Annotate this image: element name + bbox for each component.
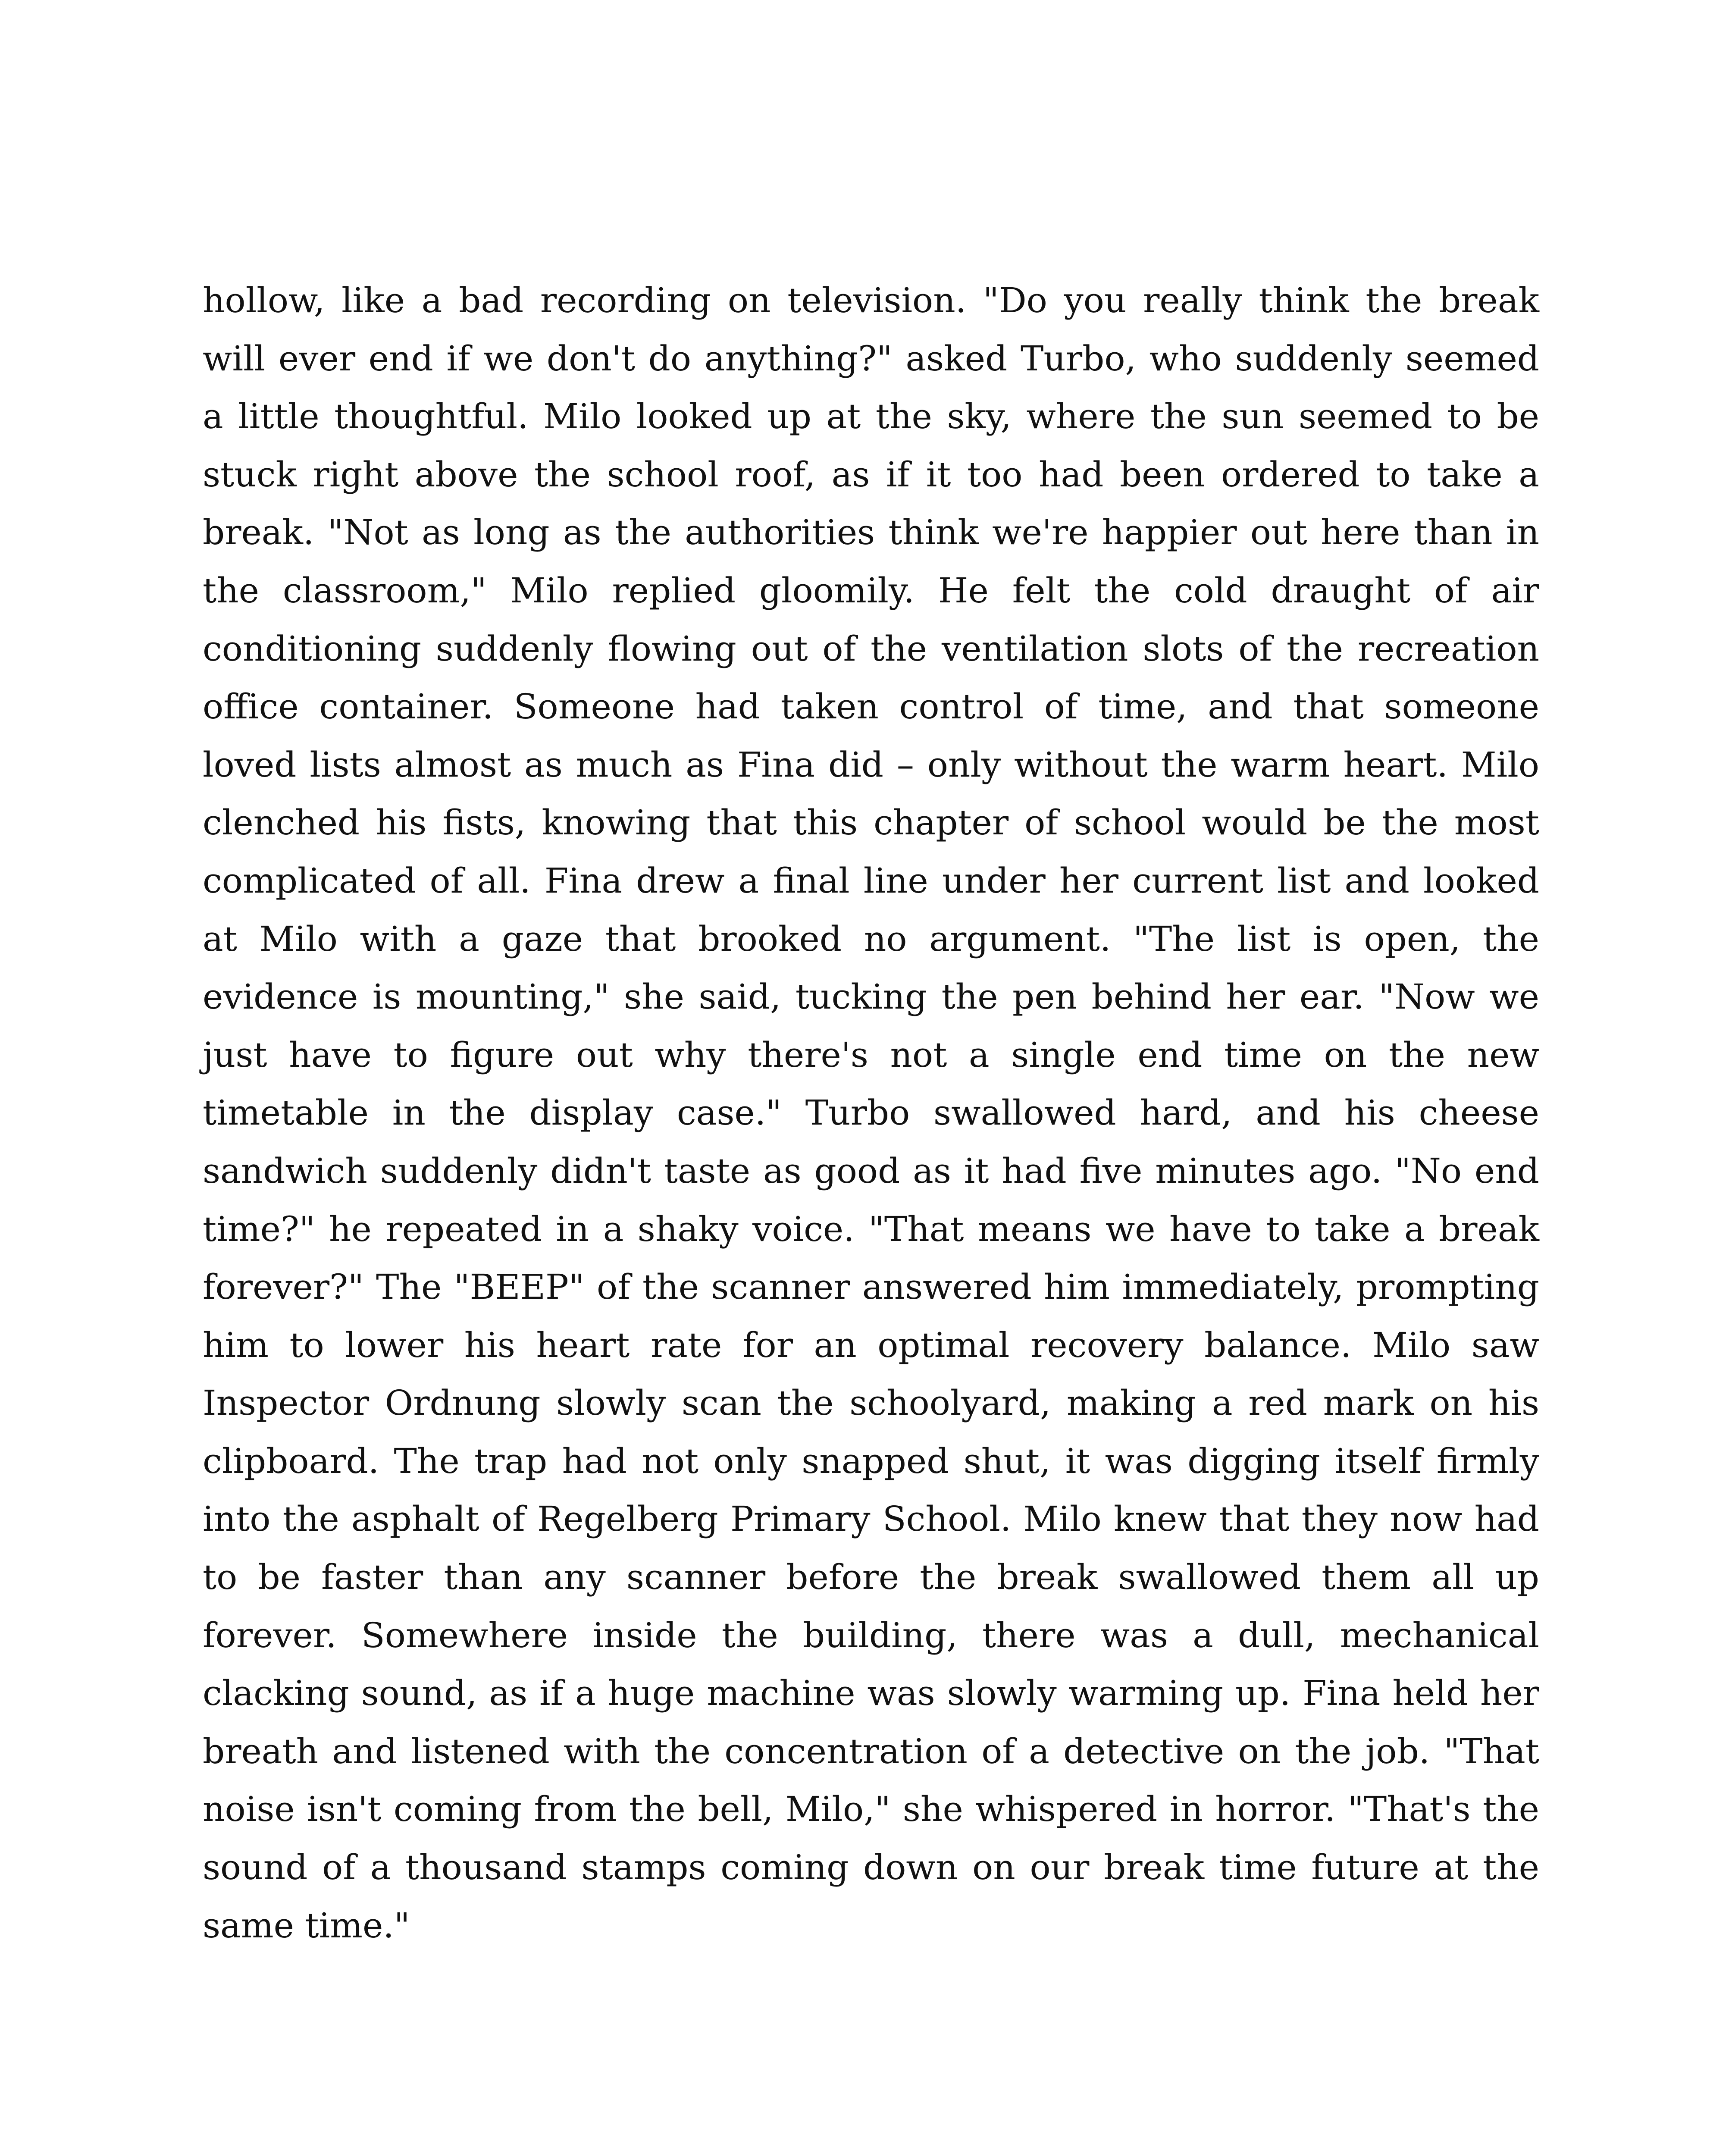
body-text-block (203, 272, 1539, 1955)
body-paragraph: hollow, like a bad recording on television. "Do you really think the break will ever end if we don't do anything?" asked Turbo, who suddenly seemed a little thoughtful. Milo looked up at the sky, where the sun seemed to be stuck right above the school roof, as if it too had been ordered to take a break. "Not as long as the authorities think we're happier out here than in the classroom," Milo replied gloomily. He felt the cold draught of air conditioning suddenly flowing out of the ventilation slots of the recreation office container. Someone had taken control of time, and that someone loved lists almost as much as Fina did – only without the warm heart. Milo clenched his fists, knowing that this chapter of school would be the most complicated of all. Fina drew a final line under her current list and looked at Milo with a gaze that brooked no argument. "The list is open, the evidence is mounting," she said, tucking the pen behind her ear. "Now we just have to figure out why there's not a single end time on the new timetable in the display case." Turbo swallowed hard, and his cheese sandwich suddenly didn't taste as good as it had five minutes ago. "No end time?" he repeated in a shaky voice. "That means we have to take a break forever?" The "BEEP" of the scanner answered him immediately, prompting him to lower his heart rate for an optimal recovery balance. Milo saw Inspector Ordnung slowly scan the schoolyard, making a red mark on his clipboard. The trap had not only snapped shut, it was digging itself firmly into the asphalt of Regelberg Primary School. Milo knew that they now had to be faster than any scanner before the break swallowed them all up forever. Somewhere inside the building, there was a dull, mechanical clacking sound, as if a huge machine was slowly warming up. Fina held her breath and listened with the concentration of a detective on the job. "That noise isn't coming from the bell, Milo," she whispered in horror. "That's the sound of a thousand stamps coming down on our break time future at the same time." (203, 280, 1539, 1946)
